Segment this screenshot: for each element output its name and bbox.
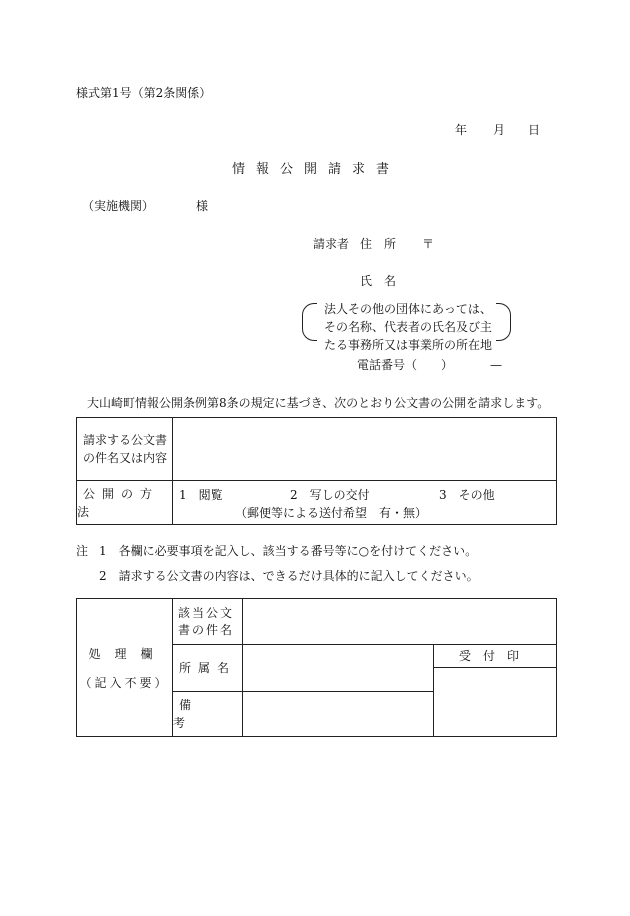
form-number: 様式第1号（第2条関係） <box>76 86 212 100</box>
right-bracket <box>496 303 511 341</box>
postal-mark: 〒 <box>422 237 435 251</box>
date-day: 日 <box>528 123 541 137</box>
method-label: 公開の方法 <box>77 486 160 519</box>
method-options-cell <box>173 481 557 525</box>
date-month: 月 <box>493 123 506 137</box>
note-item-2: 2 請求する公文書の内容は、できるだけ具体的に記入してください。 <box>99 569 479 583</box>
subject-label: 請求する公文書の件名又は内容 <box>83 433 168 465</box>
request-statement: 大山崎町情報公開条例第8条の規定に基づき、次のとおり公文書の公開を請求します。 <box>87 396 550 410</box>
note-item-1: 1 各欄に必要事項を記入し、該当する番号等に○を付けてください。 <box>99 544 478 558</box>
processing-sub-label: （記入不要） <box>79 675 170 690</box>
request-table <box>76 417 557 525</box>
phone-label: 電話番号（ ） <box>357 358 454 372</box>
organization-note: 法人その他の団体にあっては、その名称、代表者の氏名及び主たる事務所又は事業所の所在地 <box>323 302 492 352</box>
address-label: 住 所 <box>360 237 397 251</box>
processing-label: 処理欄 <box>88 646 167 661</box>
remarks-label: 備考 <box>173 697 226 730</box>
department-label-cell <box>173 645 243 692</box>
receipt-stamp-area <box>434 668 556 736</box>
requester-label: 請求者 <box>313 237 350 251</box>
name-label: 氏 名 <box>360 274 397 288</box>
phone-dash: — <box>490 358 502 372</box>
page-title: 情報公開請求書 <box>232 162 401 177</box>
mail-delivery-note[interactable]: （郵便等による送付希望 有・無） <box>235 506 428 520</box>
addressee-institution: （実施機関） <box>82 199 155 213</box>
department-value[interactable] <box>243 645 434 692</box>
subject-label-cell <box>77 418 173 481</box>
doc-subject-label: 該当公文書の件名 <box>178 605 235 637</box>
receipt-stamp-cell <box>434 645 557 737</box>
remarks-value[interactable] <box>243 691 434 737</box>
processing-section-cell <box>77 599 173 737</box>
subject-value <box>173 442 179 456</box>
notes-prefix: 注 <box>76 544 89 558</box>
receipt-label: 受付印 <box>434 645 556 668</box>
left-bracket <box>302 303 317 341</box>
doc-subject-value[interactable] <box>243 599 557 645</box>
subject-value-cell[interactable] <box>173 418 557 481</box>
date-year: 年 <box>455 123 468 137</box>
processing-table <box>76 598 557 737</box>
option-view[interactable]: 1 閲覧 <box>179 488 223 502</box>
remarks-label-cell <box>173 691 243 737</box>
addressee-honorific: 様 <box>196 199 209 213</box>
department-label: 所属名 <box>179 660 237 675</box>
option-copy[interactable]: 2 写しの交付 <box>290 488 370 502</box>
method-label-cell <box>77 481 173 525</box>
option-other[interactable]: 3 その他 <box>439 488 495 502</box>
doc-subject-label-cell <box>173 599 243 645</box>
